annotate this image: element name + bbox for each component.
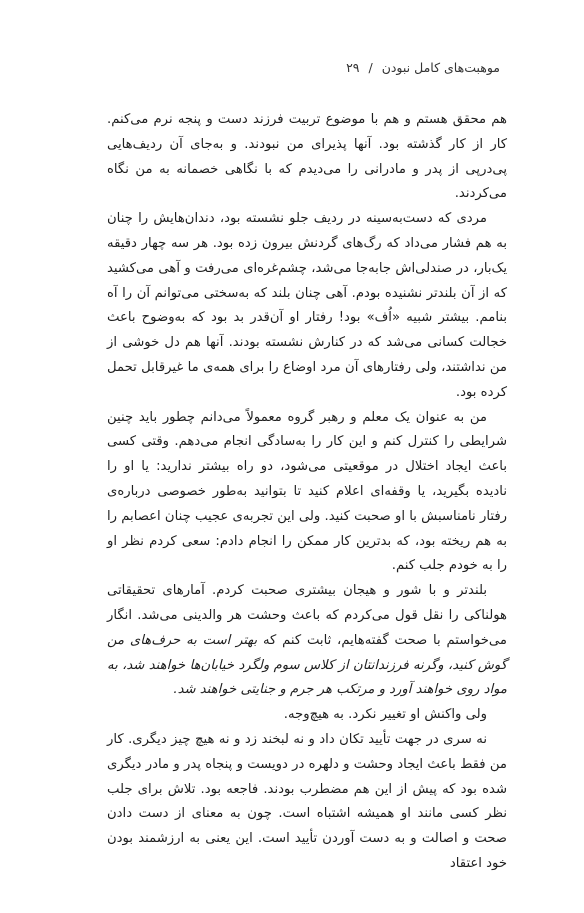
body-text bbox=[107, 108, 507, 877]
paragraph-4-italic: بهتر است به حرف‌های من گوش کنید، وگرنه فرزندانتان از کلاس سوم ولگرد خیابان‌ها خواهند شد، به مواد روی خواهند آورد و مرتکب هر جرم و جنایتی خواهند شد. bbox=[107, 632, 507, 698]
running-header bbox=[110, 60, 500, 75]
header-separator: / bbox=[368, 60, 373, 75]
paragraph-5: ولی واکنش او تغییر نکرد. به هیچ‌وجه. bbox=[283, 707, 487, 723]
page-number: ۲۹ bbox=[346, 60, 360, 75]
paragraph-4-regular: بلندتر و با شور و هیجان بیشتری صحبت کردم. آمارهای تحقیقاتی هولناکی را نقل قول می‌کردم که باعث وحشت هر والدینی می‌شد. انگار می‌خواستم با صحت گفته‌هایم، ثابت کنم که bbox=[107, 583, 507, 648]
paragraph-4 bbox=[107, 579, 507, 703]
paragraph-1: هم محقق هستم و هم با موضوع تربیت فرزند دست و پنجه نرم می‌کنم. کار از کار گذشته بود. آنها پذیرای من نبودند. و به‌جای آن ردیف‌هایی پی‌درپی از پدر و مادرانی را می‌دیدم که با نگاهی خصمانه به من نگاه می‌کردند. bbox=[107, 112, 507, 202]
paragraph-2: مردی که دست‌به‌سینه در ردیف جلو نشسته بود، دندان‌هایش را چنان به هم فشار می‌داد که رگ‌های گردنش بیرون زده بود. هر سه چهار دقیقه یک‌بار، در صندلی‌اش جابه‌جا می‌شد، چشم‌غره‌ای می‌رفت و آهی می‌کشید که از آن بلندتر نشنیده بودم. آهی چنان بلند که به‌سختی می‌توانم آن را آه بنامم. بیشتر شبیه «اُف» بود! رفتار او آن‌قدر بد بود که به‌وضوح باعث خجالت کسانی می‌شد که در کنارش نشسته بودند. آنها هم دل خوشی از من نداشتند، ولی رفتارهای آن مرد اوضاع را برای همه‌ی ما غیرقابل تحمل کرده بود. bbox=[107, 211, 507, 400]
paragraph-3: من به عنوان یک معلم و رهبر گروه معمولاً می‌دانم چطور باید چنین شرایطی را کنترل کنم و این کار را به‌سادگی انجام می‌دهم. وقتی کسی باعث ایجاد اختلال در موقعیتی می‌شود، دو راه بیشتر ندارید: یا او را نادیده بگیرید، یا وقفه‌ای اعلام کنید تا بتوانید به‌طور خصوصی درباره‌ی رفتار نامناسبش با او صحبت کنید. ولی این تجربه‌ی عجیب چنان اعصابم را به هم ریخته بود، که بدترین کار ممکن را انجام دادم: سعی کردم نظر او را به خودم جلب کنم. bbox=[107, 409, 507, 574]
paragraph-6: نه سری در جهت تأیید تکان داد و نه لبخند زد و نه هیچ چیز دیگری. کار من فقط باعث ایجاد وحشت و دلهره در دویست و پنجاه پدر و مادر دیگری شده بود که پیش از این هم مضطرب بودند. فاجعه بود. تلاش برای جلب نظر کسی مانند او همیشه اشتباه است. چون به معنای از دست دادن صحت و اصالت و به دست آوردن تأیید است. این یعنی به ارزشمند بودن خود اعتقاد bbox=[107, 731, 507, 871]
running-title: موهبت‌های کامل نبودن bbox=[381, 60, 500, 75]
